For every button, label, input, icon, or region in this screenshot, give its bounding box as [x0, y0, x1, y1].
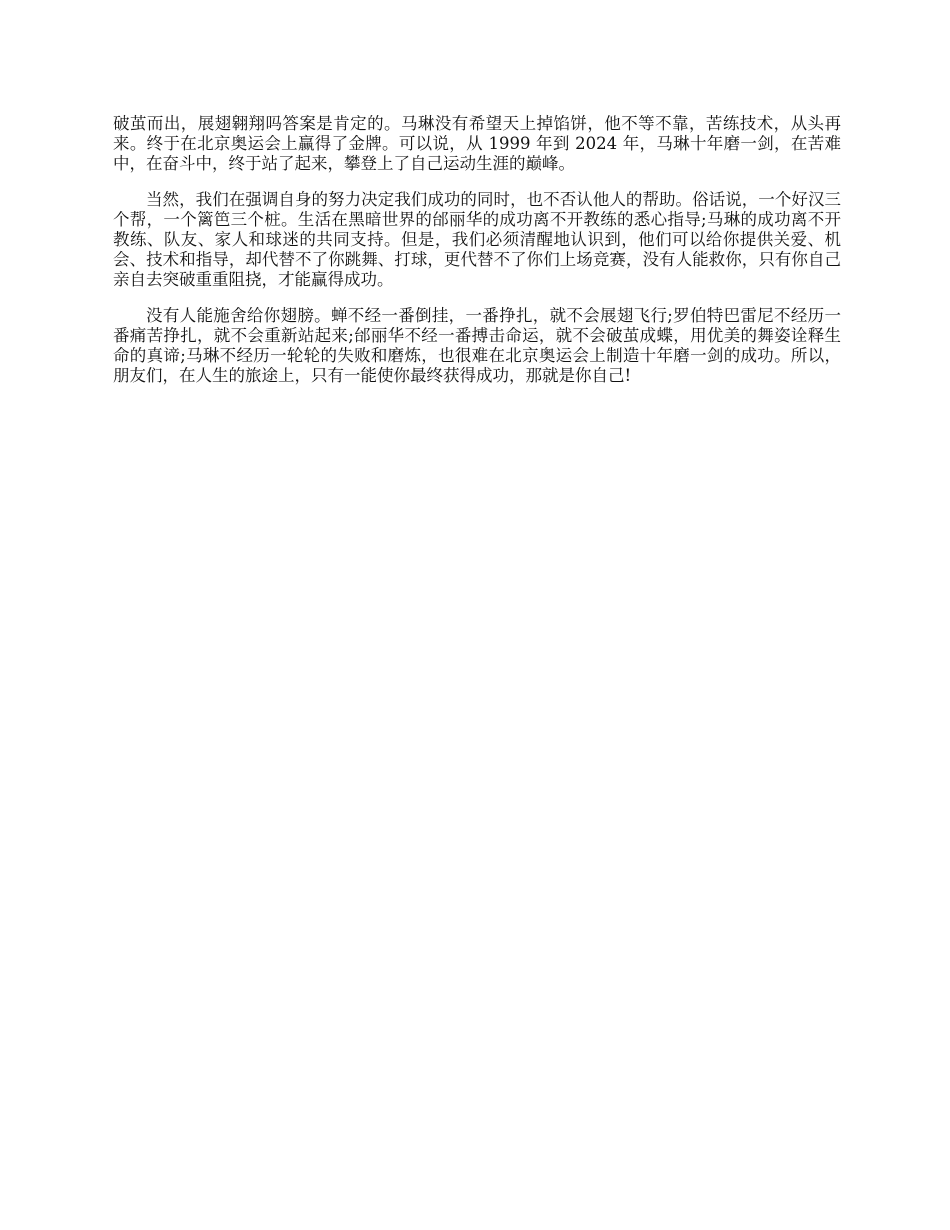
paragraph-2: 当然，我们在强调自身的努力决定我们成功的同时，也不否认他人的帮助。俗话说，一个好汉三个帮，一个篱笆三个桩。生活在黑暗世界的邰丽华的成功离不开教练的悉心指导;马琳的成功离不开教练、队友、家人和球迷的共同支持。但是，我们必须清醒地认识到，他们可以给你提供关爱、机会、技术和指导，却代替不了你跳舞、打球，更代替不了你们上场竞赛，没有人能救你，只有你自己亲自去突破重重阻挠，才能赢得成功。: [113, 190, 841, 289]
paragraph-3: 没有人能施舍给你翅膀。蝉不经一番倒挂，一番挣扎，就不会展翅飞行;罗伯特巴雷尼不经历一番痛苦挣扎，就不会重新站起来;邰丽华不经一番搏击命运，就不会破茧成蝶，用优美的舞姿诠释生命的真谛;马琳不经历一轮轮的失败和磨炼，也很难在北京奥运会上制造十年磨一剑的成功。所以，朋友们，在人生的旅途上，只有一能使你最终获得成功，那就是你自己!: [113, 306, 841, 385]
paragraph-1: 破茧而出，展翅翱翔吗答案是肯定的。马琳没有希望天上掉馅饼，他不等不靠，苦练技术，从头再来。终于在北京奥运会上赢得了金牌。可以说，从 1999 年到 2024 年，马琳十年磨一剑，在苦难中，在奋斗中，终于站了起来，攀登上了自己运动生涯的巅峰。: [113, 114, 841, 173]
article-body: [113, 114, 841, 402]
